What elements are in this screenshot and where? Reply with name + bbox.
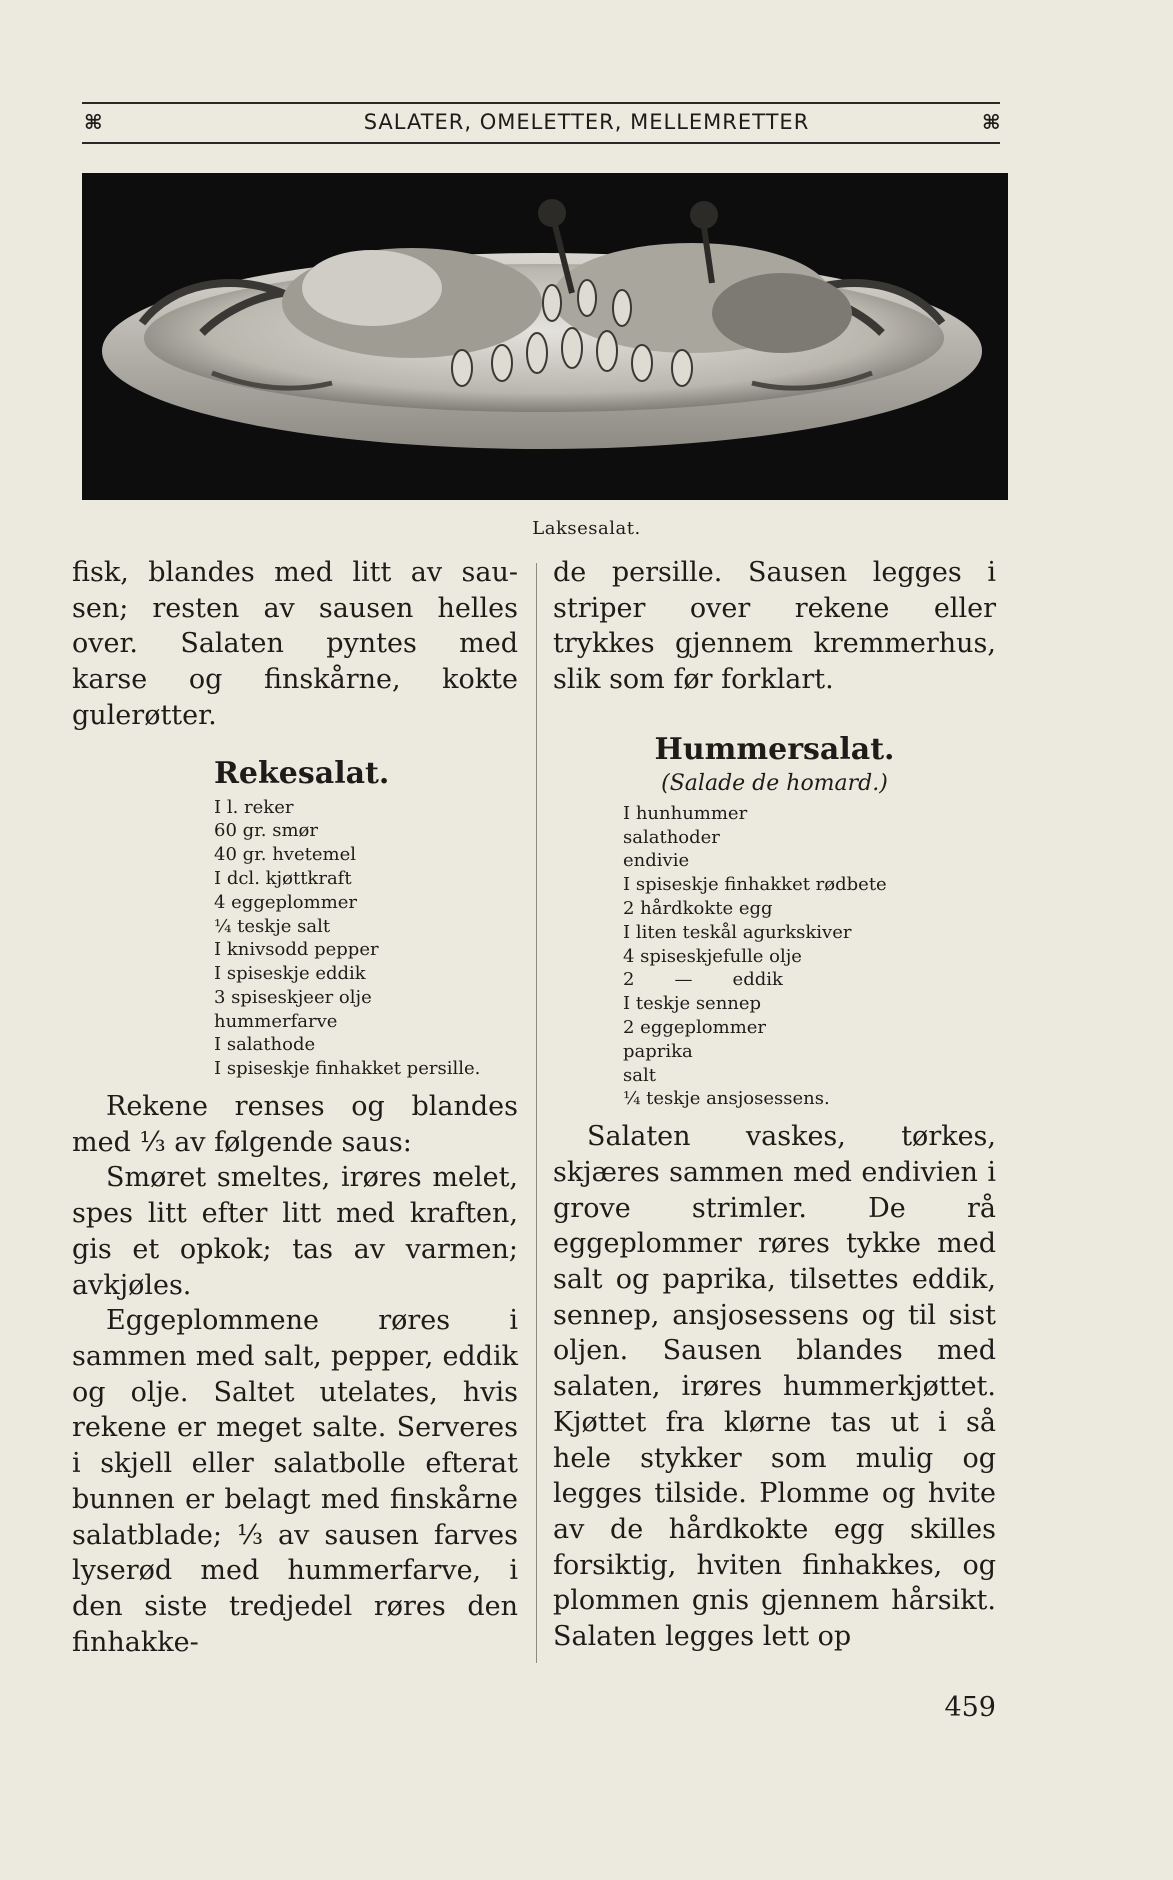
photo-caption: Laksesalat. (532, 518, 641, 539)
ingredient-item: I spiseskje finhakket persille. (214, 1058, 481, 1080)
header-top-rule (82, 102, 1000, 104)
ingredient-list (553, 802, 996, 1111)
salad-photo (82, 173, 1008, 500)
right-column (553, 555, 996, 1655)
ingredient-item: 2 hårdkokte egg (623, 898, 773, 919)
column-divider (536, 563, 537, 1663)
text-line: karse og finskårne, kokte (72, 664, 518, 696)
method-paragraph: Salaten vaskes, tørkes, skjæres sammen med endivien i grove strimler. De rå eggeplommer røres tykke med salt og paprika, tilsettes eddik, sennep, ansjosessens og til sist oljen. Sausen blandes med salaten, irøres hummerkjøttet. Kjøttet fra klørne tas ut i så hele stykker som mulig og legges tilside. Plomme og hvite av de hårdkokte egg skilles forsiktig, hviten finhakkes, og plommen gnis gjennem hårsikt. Salaten legges lett op (553, 1121, 996, 1653)
ingredient-item: 2 eggeplommer (623, 1016, 767, 1038)
ingredient-item: 40 gr. hvetemel (214, 844, 356, 866)
ingredient-item: endivie (623, 850, 690, 872)
ingredient-item: 3 spiseskjeer olje (214, 986, 372, 1008)
ingredient-item: hummerfarve (214, 1010, 338, 1032)
running-head: SALATER, OMELETTER, MELLEMRETTER (363, 110, 810, 134)
recipe-title: Hummersalat. (654, 731, 895, 767)
platter-illustration (82, 173, 1008, 500)
ingredient-item: I teskje sennep (623, 993, 762, 1015)
ingredient-item: ¼ teskje ansjosessens. (623, 1088, 830, 1110)
ingredient-item: paprika (623, 1040, 693, 1062)
header-ornament-icon: ⌘ (982, 110, 1001, 134)
ingredient-item: 4 spiseskjefulle olje (623, 945, 802, 967)
ingredient-list (72, 796, 518, 1082)
header-ornament-icon: ⌘ (84, 110, 103, 134)
ingredient-item: salt (623, 1064, 656, 1086)
page-number: 459 (944, 1692, 996, 1723)
ingredient-item: I hunhummer (623, 802, 748, 824)
ingredient-item: I knivsodd pepper (214, 939, 379, 961)
text-line: over. Salaten pyntes med (72, 628, 518, 660)
header-bottom-rule (82, 142, 1000, 144)
text-line: gulerøtter. (72, 699, 217, 731)
ingredient-item: I liten teskål agurkskiver (623, 921, 852, 943)
method-paragraph: Eggeplommene røres i sammen med salt, pepper, eddik og olje. Saltet utelates, hvis rekene er meget salte. Serveres i skjell eller salatbolle efterat bunnen er belagt med finskårne salatblade; ⅓ av sausen farves lyserød med hummerfarve, i den siste tredjedel røres den finhakke- (72, 1305, 518, 1658)
text-line: sen; resten av sausen helles (72, 592, 518, 624)
ingredient-item: I dcl. kjøttkraft (214, 867, 352, 889)
continued-paragraph (72, 555, 518, 734)
recipe-subtitle: (Salade de homard.) (661, 770, 888, 796)
recipe-title: Rekesalat. (214, 755, 390, 791)
ingredient-item: I l. reker (214, 796, 294, 818)
ingredient-item: I salathode (214, 1034, 316, 1056)
ingredient-item: I spiseskje eddik (214, 963, 366, 985)
ingredient-item: ¼ teskje salt (214, 915, 331, 937)
ingredient-item: 2 — eddik (623, 969, 783, 991)
method-paragraph: Rekene renses og blandes med ⅓ av følgende saus: (72, 1091, 518, 1158)
ingredient-item: 4 eggeplommer (214, 891, 358, 913)
ingredient-item: 60 gr. smør (214, 820, 318, 842)
method-paragraph: Smøret smeltes, irøres melet, spes litt efter litt med kraften, gis et opkok; tas av varmen; avkjøles. (72, 1162, 518, 1301)
ingredient-item: salathoder (623, 826, 720, 848)
continued-paragraph: de persille. Sausen legges i striper over rekene eller trykkes gjennem kremmerhus, slik som før forklart. (553, 557, 996, 696)
text-line: fisk, blandes med litt av sau- (72, 557, 518, 588)
left-column (72, 555, 518, 1660)
ingredient-item: I spiseskje finhakket rødbete (623, 874, 887, 896)
